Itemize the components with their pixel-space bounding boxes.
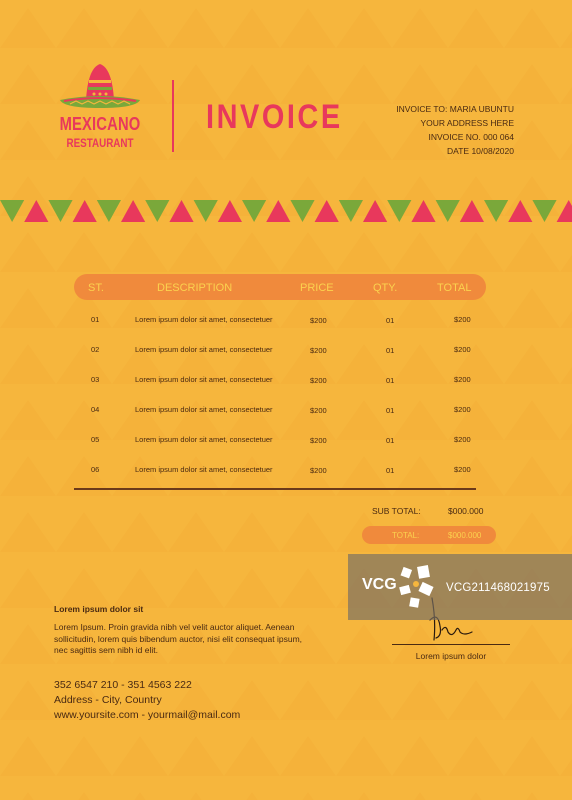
strip-triangle-down [436, 200, 460, 222]
sombrero-icon [56, 60, 144, 110]
total-value: $000.000 [448, 531, 482, 540]
contact-phones: 352 6547 210 - 351 4563 222 [54, 679, 192, 691]
cell-qty: 01 [386, 406, 395, 415]
invoice-meta [396, 102, 514, 158]
cell-total: $200 [454, 315, 471, 324]
contact-address: Address - City, Country [54, 694, 162, 706]
strip-triangle-up [363, 200, 387, 222]
strip-triangle-up [315, 200, 339, 222]
table-divider [74, 488, 476, 490]
invoice-to: INVOICE TO: MARIA UBUNTU [396, 104, 514, 114]
cell-price: $200 [310, 376, 327, 385]
table-row [74, 315, 486, 329]
restaurant-logo [50, 60, 150, 150]
strip-triangle-up [73, 200, 97, 222]
watermark [348, 554, 572, 620]
cell-st: 01 [91, 315, 100, 324]
cell-qty: 01 [386, 466, 395, 475]
strip-triangle-up [460, 200, 484, 222]
strip-triangle-down [532, 200, 556, 222]
table-row [74, 435, 486, 449]
strip-triangle-down [387, 200, 411, 222]
cell-qty: 01 [386, 346, 395, 355]
cell-total: $200 [454, 375, 471, 384]
cell-price: $200 [310, 466, 327, 475]
cell-total: $200 [454, 465, 471, 474]
total-bar [362, 526, 496, 544]
note-body: Lorem Ipsum. Proin gravida nibh vel velit auctor aliquet. Aenean sollicitudin, lorem quis bibendum auctor, nisi elit consequat ipsum, nec sagittis sem nibh id elit. [54, 622, 303, 655]
invoice-number: INVOICE NO. 000 064 [428, 132, 514, 142]
cell-qty: 01 [386, 376, 395, 385]
strip-triangle-up [169, 200, 193, 222]
subtotal-value: $000.000 [448, 506, 484, 516]
cell-description: Lorem ipsum dolor sit amet, consectetuer [135, 375, 273, 384]
strip-triangle-up [218, 200, 242, 222]
cell-price: $200 [310, 406, 327, 415]
cell-st: 06 [91, 465, 100, 474]
cell-qty: 01 [386, 316, 395, 325]
table-header [74, 274, 486, 300]
signature-name: Lorem ipsum dolor [415, 651, 487, 661]
header-price: PRICE [300, 282, 334, 294]
strip-triangle-down [0, 200, 24, 222]
note-title: Lorem ipsum dolor sit [54, 604, 144, 614]
watermark-burst-icon [398, 564, 436, 610]
cell-description: Lorem ipsum dolor sit amet, consectetuer [135, 345, 273, 354]
cell-description: Lorem ipsum dolor sit amet, consectetuer [135, 315, 273, 324]
subtotal-label: SUB TOTAL: [372, 506, 421, 516]
cell-price: $200 [310, 436, 327, 445]
table-row [74, 465, 486, 479]
brand-subtitle: RESTAURANT [66, 136, 134, 150]
strip-triangle-down [484, 200, 508, 222]
strip-triangle-down [194, 200, 218, 222]
strip-triangle-up [24, 200, 48, 222]
cell-qty: 01 [386, 436, 395, 445]
triangle-strip [0, 200, 572, 224]
strip-triangle-down [339, 200, 363, 222]
strip-triangle-up [508, 200, 532, 222]
cell-total: $200 [454, 345, 471, 354]
invoice-date: DATE 10/08/2020 [447, 146, 514, 156]
cell-st: 05 [91, 435, 100, 444]
header-qty: QTY. [373, 282, 398, 294]
header-divider [172, 80, 174, 152]
cell-total: $200 [454, 405, 471, 414]
cell-price: $200 [310, 316, 327, 325]
cell-description: Lorem ipsum dolor sit amet, consectetuer [135, 435, 273, 444]
strip-triangle-down [97, 200, 121, 222]
watermark-text: VCG211468021975 [446, 582, 550, 594]
strip-triangle-down [48, 200, 72, 222]
cell-st: 02 [91, 345, 100, 354]
page-title: INVOICE [206, 98, 343, 136]
strip-triangle-up [411, 200, 435, 222]
strip-triangle-up [266, 200, 290, 222]
strip-triangle-down [145, 200, 169, 222]
header-description: DESCRIPTION [157, 282, 233, 294]
cell-description: Lorem ipsum dolor sit amet, consectetuer [135, 465, 273, 474]
cell-total: $200 [454, 435, 471, 444]
strip-triangle-down [242, 200, 266, 222]
invoice-address: YOUR ADDRESS HERE [420, 118, 514, 128]
cell-st: 03 [91, 375, 100, 384]
watermark-logo: VCG [362, 576, 397, 593]
strip-triangle-down [290, 200, 314, 222]
brand-name: MEXICANO [59, 114, 141, 134]
strip-triangle-up [557, 200, 572, 222]
table-row [74, 405, 486, 419]
contact-info [54, 678, 240, 723]
contact-web: www.yoursite.com - yourmail@mail.com [54, 709, 241, 721]
cell-description: Lorem ipsum dolor sit amet, consectetuer [135, 405, 273, 414]
total-label: TOTAL: [392, 531, 420, 540]
signature-line [392, 644, 510, 645]
header-total: TOTAL [437, 282, 472, 294]
cell-price: $200 [310, 346, 327, 355]
strip-triangle-up [121, 200, 145, 222]
table-row [74, 345, 486, 359]
header-st: ST. [88, 282, 104, 294]
table-row [74, 375, 486, 389]
cell-st: 04 [91, 405, 100, 414]
